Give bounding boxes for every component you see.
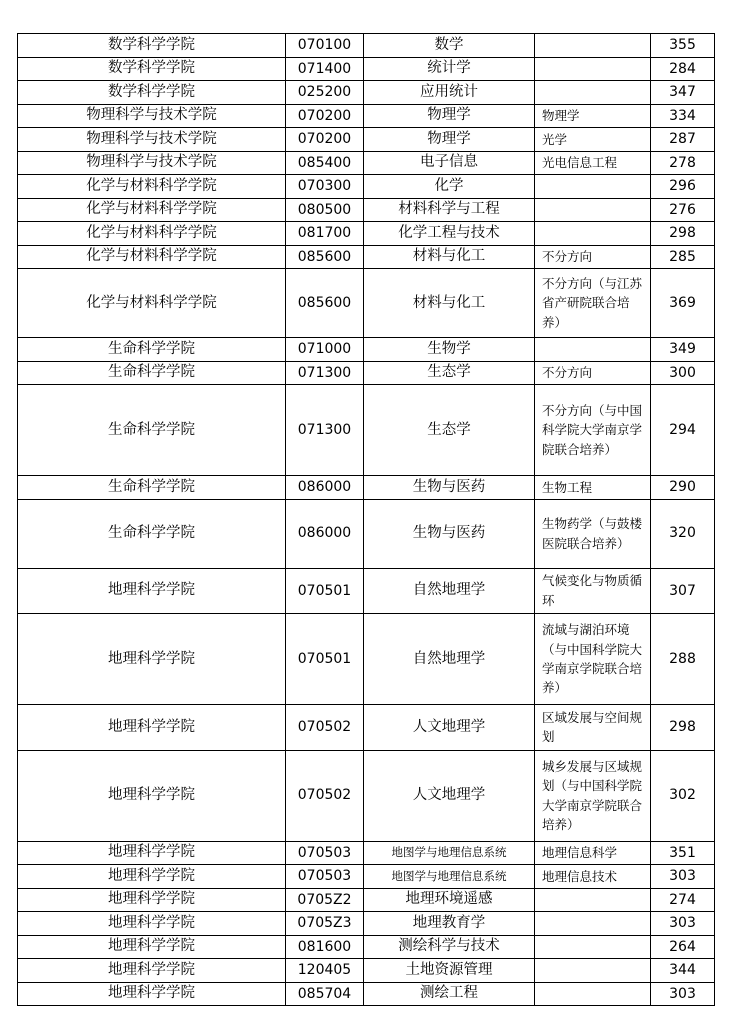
direction-cell: 不分方向（与中国科学院大学南京学院联合培养） [535, 385, 651, 476]
table-row [18, 888, 715, 912]
score-cell: 344 [651, 959, 715, 983]
direction-cell: 区域发展与空间规划 [535, 705, 651, 751]
direction-cell [535, 34, 651, 58]
table-row [18, 982, 715, 1006]
major-code-cell: 070200 [286, 128, 364, 152]
table-row [18, 705, 715, 751]
major-name-cell: 统计学 [364, 57, 535, 81]
direction-cell: 不分方向 [535, 245, 651, 269]
table-row [18, 614, 715, 705]
college-cell: 地理科学学院 [18, 912, 286, 936]
score-cell: 302 [651, 750, 715, 841]
score-table [17, 33, 715, 1006]
major-name-cell: 物理学 [364, 104, 535, 128]
table-row [18, 245, 715, 269]
college-cell: 地理科学学院 [18, 568, 286, 614]
direction-cell: 地理信息技术 [535, 865, 651, 889]
direction-cell: 不分方向（与江苏省产研院联合培养） [535, 269, 651, 338]
college-cell: 地理科学学院 [18, 865, 286, 889]
score-cell: 287 [651, 128, 715, 152]
table-row [18, 198, 715, 222]
direction-cell [535, 912, 651, 936]
table-row [18, 959, 715, 983]
direction-cell [535, 935, 651, 959]
direction-cell [535, 959, 651, 983]
major-name-cell: 生态学 [364, 385, 535, 476]
direction-cell: 光电信息工程 [535, 151, 651, 175]
major-code-cell: 070502 [286, 705, 364, 751]
major-code-cell: 070503 [286, 865, 364, 889]
direction-cell [535, 222, 651, 246]
table-row [18, 841, 715, 865]
college-cell: 地理科学学院 [18, 959, 286, 983]
direction-cell [535, 81, 651, 105]
table-row [18, 361, 715, 385]
score-cell: 294 [651, 385, 715, 476]
table-row [18, 499, 715, 568]
major-code-cell: 080500 [286, 198, 364, 222]
score-cell: 288 [651, 614, 715, 705]
major-code-cell: 085600 [286, 269, 364, 338]
major-name-cell: 电子信息 [364, 151, 535, 175]
major-code-cell: 071300 [286, 385, 364, 476]
direction-cell [535, 982, 651, 1006]
major-name-cell: 地理环境遥感 [364, 888, 535, 912]
direction-cell [535, 198, 651, 222]
college-cell: 生命科学学院 [18, 499, 286, 568]
score-cell: 290 [651, 476, 715, 500]
college-cell: 数学科学学院 [18, 81, 286, 105]
major-name-cell: 化学 [364, 175, 535, 199]
major-code-cell: 071400 [286, 57, 364, 81]
college-cell: 化学与材料科学学院 [18, 175, 286, 199]
major-code-cell: 085600 [286, 245, 364, 269]
major-name-cell: 土地资源管理 [364, 959, 535, 983]
score-cell: 285 [651, 245, 715, 269]
score-cell: 296 [651, 175, 715, 199]
major-name-cell: 地图学与地理信息系统 [364, 841, 535, 865]
direction-cell [535, 888, 651, 912]
major-code-cell: 071300 [286, 361, 364, 385]
major-code-cell: 071000 [286, 338, 364, 362]
score-cell: 351 [651, 841, 715, 865]
table-row [18, 935, 715, 959]
table-row [18, 34, 715, 58]
college-cell: 物理科学与技术学院 [18, 128, 286, 152]
table-row [18, 912, 715, 936]
score-cell: 284 [651, 57, 715, 81]
table-row [18, 81, 715, 105]
major-code-cell: 070100 [286, 34, 364, 58]
direction-cell: 流域与湖泊环境（与中国科学院大学南京学院联合培养） [535, 614, 651, 705]
table-row [18, 128, 715, 152]
score-cell: 274 [651, 888, 715, 912]
major-code-cell: 120405 [286, 959, 364, 983]
major-code-cell: 081700 [286, 222, 364, 246]
score-cell: 300 [651, 361, 715, 385]
major-name-cell: 材料与化工 [364, 269, 535, 338]
major-name-cell: 材料科学与工程 [364, 198, 535, 222]
major-code-cell: 070300 [286, 175, 364, 199]
major-name-cell: 测绘科学与技术 [364, 935, 535, 959]
college-cell: 地理科学学院 [18, 935, 286, 959]
direction-cell [535, 175, 651, 199]
score-cell: 347 [651, 81, 715, 105]
table-row [18, 57, 715, 81]
direction-cell: 生物工程 [535, 476, 651, 500]
college-cell: 生命科学学院 [18, 385, 286, 476]
major-code-cell: 086000 [286, 499, 364, 568]
college-cell: 地理科学学院 [18, 750, 286, 841]
direction-cell: 不分方向 [535, 361, 651, 385]
score-cell: 298 [651, 222, 715, 246]
major-code-cell: 070200 [286, 104, 364, 128]
direction-cell: 物理学 [535, 104, 651, 128]
college-cell: 数学科学学院 [18, 34, 286, 58]
major-name-cell: 人文地理学 [364, 705, 535, 751]
college-cell: 化学与材料科学学院 [18, 222, 286, 246]
major-name-cell: 人文地理学 [364, 750, 535, 841]
major-name-cell: 材料与化工 [364, 245, 535, 269]
major-name-cell: 生物与医药 [364, 499, 535, 568]
college-cell: 物理科学与技术学院 [18, 104, 286, 128]
table-row [18, 151, 715, 175]
score-cell: 264 [651, 935, 715, 959]
score-cell: 278 [651, 151, 715, 175]
major-name-cell: 自然地理学 [364, 614, 535, 705]
college-cell: 物理科学与技术学院 [18, 151, 286, 175]
direction-cell: 气候变化与物质循环 [535, 568, 651, 614]
direction-cell: 生物药学（与鼓楼医院联合培养） [535, 499, 651, 568]
major-name-cell: 地图学与地理信息系统 [364, 865, 535, 889]
score-cell: 307 [651, 568, 715, 614]
table-row [18, 476, 715, 500]
college-cell: 生命科学学院 [18, 338, 286, 362]
table-row [18, 175, 715, 199]
table-row [18, 338, 715, 362]
direction-cell: 城乡发展与区域规划（与中国科学院大学南京学院联合培养） [535, 750, 651, 841]
direction-cell [535, 57, 651, 81]
college-cell: 生命科学学院 [18, 476, 286, 500]
score-cell: 320 [651, 499, 715, 568]
major-name-cell: 应用统计 [364, 81, 535, 105]
table-row [18, 269, 715, 338]
score-cell: 349 [651, 338, 715, 362]
major-name-cell: 物理学 [364, 128, 535, 152]
major-name-cell: 地理教育学 [364, 912, 535, 936]
major-code-cell: 081600 [286, 935, 364, 959]
table-row [18, 104, 715, 128]
college-cell: 地理科学学院 [18, 841, 286, 865]
major-name-cell: 数学 [364, 34, 535, 58]
table-row [18, 222, 715, 246]
score-cell: 276 [651, 198, 715, 222]
table-row [18, 385, 715, 476]
score-cell: 334 [651, 104, 715, 128]
direction-cell: 光学 [535, 128, 651, 152]
major-name-cell: 化学工程与技术 [364, 222, 535, 246]
direction-cell: 地理信息科学 [535, 841, 651, 865]
major-code-cell: 025200 [286, 81, 364, 105]
major-name-cell: 自然地理学 [364, 568, 535, 614]
major-code-cell: 070503 [286, 841, 364, 865]
college-cell: 地理科学学院 [18, 982, 286, 1006]
score-cell: 303 [651, 865, 715, 889]
college-cell: 化学与材料科学学院 [18, 245, 286, 269]
college-cell: 地理科学学院 [18, 888, 286, 912]
table-row [18, 865, 715, 889]
college-cell: 化学与材料科学学院 [18, 269, 286, 338]
direction-cell [535, 338, 651, 362]
major-code-cell: 086000 [286, 476, 364, 500]
college-cell: 化学与材料科学学院 [18, 198, 286, 222]
college-cell: 地理科学学院 [18, 705, 286, 751]
score-cell: 303 [651, 982, 715, 1006]
major-code-cell: 070502 [286, 750, 364, 841]
major-code-cell: 0705Z2 [286, 888, 364, 912]
table-row [18, 568, 715, 614]
college-cell: 地理科学学院 [18, 614, 286, 705]
major-code-cell: 0705Z3 [286, 912, 364, 936]
major-name-cell: 生物学 [364, 338, 535, 362]
major-name-cell: 测绘工程 [364, 982, 535, 1006]
major-code-cell: 085704 [286, 982, 364, 1006]
score-cell: 369 [651, 269, 715, 338]
major-name-cell: 生态学 [364, 361, 535, 385]
college-cell: 数学科学学院 [18, 57, 286, 81]
major-code-cell: 070501 [286, 614, 364, 705]
table-row [18, 750, 715, 841]
score-cell: 303 [651, 912, 715, 936]
college-cell: 生命科学学院 [18, 361, 286, 385]
score-cell: 355 [651, 34, 715, 58]
major-code-cell: 070501 [286, 568, 364, 614]
major-name-cell: 生物与医药 [364, 476, 535, 500]
major-code-cell: 085400 [286, 151, 364, 175]
score-cell: 298 [651, 705, 715, 751]
